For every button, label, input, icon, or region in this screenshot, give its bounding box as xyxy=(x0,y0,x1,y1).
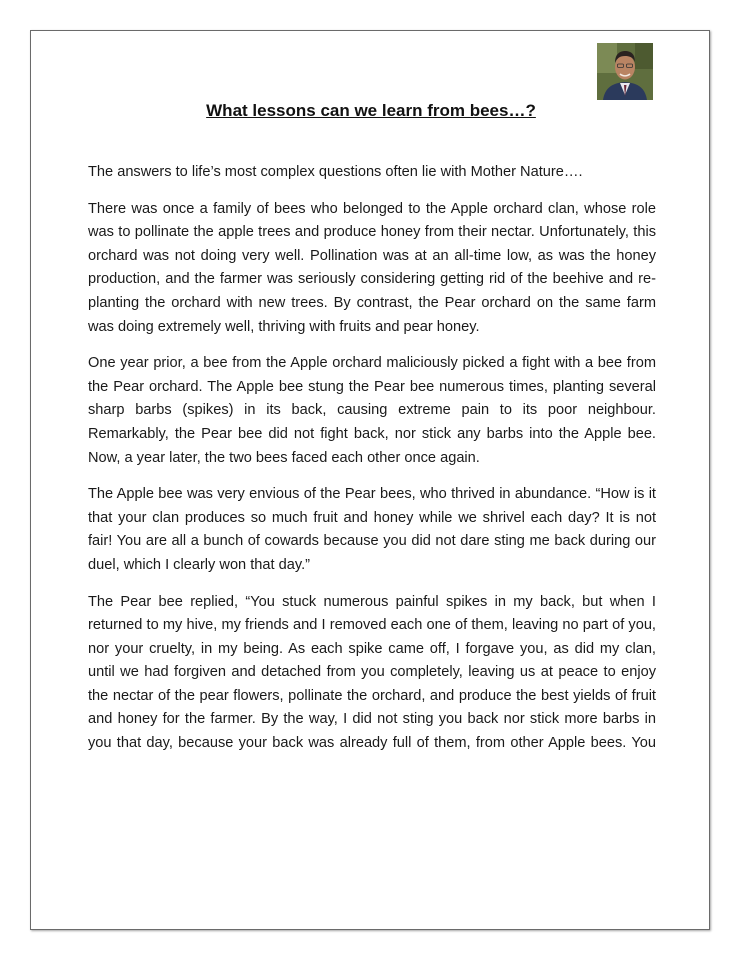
body-paragraph: There was once a family of bees who belonged to the Apple orchard clan, whose role was to pollinate the apple trees and produce honey from their nectar. Unfortunately, this orchard was not doing very well. Pollination was at an all-time low, as was the honey production, and the farmer was seriously considering getting rid of the beehive and re-planting the orchard with new trees. By contrast, the Pear orchard on the same farm was doing extremely well, thriving with fruits and pear honey. xyxy=(88,200,656,335)
document-body xyxy=(88,161,656,769)
document-page xyxy=(30,30,710,930)
author-photo xyxy=(597,43,653,100)
body-paragraph: The Apple bee was very envious of the Pear bees, who thrived in abundance. “How is it that your clan produces so much fruit and honey while we shrivel each day? It is not fair! You are all a bunch of cowards because you did not dare sting me back during our duel, which I clearly won that day.” xyxy=(88,486,656,573)
body-paragraph: The Pear bee replied, “You stuck numerous painful spikes in my back, but when I returned to my hive, my friends and I removed each one of them, leaving no part of you, nor your cruelty, in my being. As each spike came off, I forgave you, as did my clan, until we had forgiven and detached from you completely, leaving us at peace to enjoy the nectar of the pear flowers, pollinate the orchard, and produce the best yields of fruit and honey for the farmer. By the way, I did not sting you back nor stick more barbs in you that day, because your back was already full of them, from other Apple bees. You xyxy=(88,593,656,752)
body-paragraph: One year prior, a bee from the Apple orchard maliciously picked a fight with a bee from the Pear orchard. The Apple bee stung the Pear bee numerous times, planting several sharp barbs (spikes) in its back, causing extreme pain to its poor neighbour. Remarkably, the Pear bee did not fight back, nor stick any barbs into the Apple bee. Now, a year later, the two bees faced each other once again. xyxy=(88,355,656,466)
author-portrait-icon xyxy=(597,43,653,100)
document-title: What lessons can we learn from bees…? xyxy=(206,101,536,120)
intro-paragraph: The answers to life’s most complex questions often lie with Mother Nature…. xyxy=(88,164,583,180)
